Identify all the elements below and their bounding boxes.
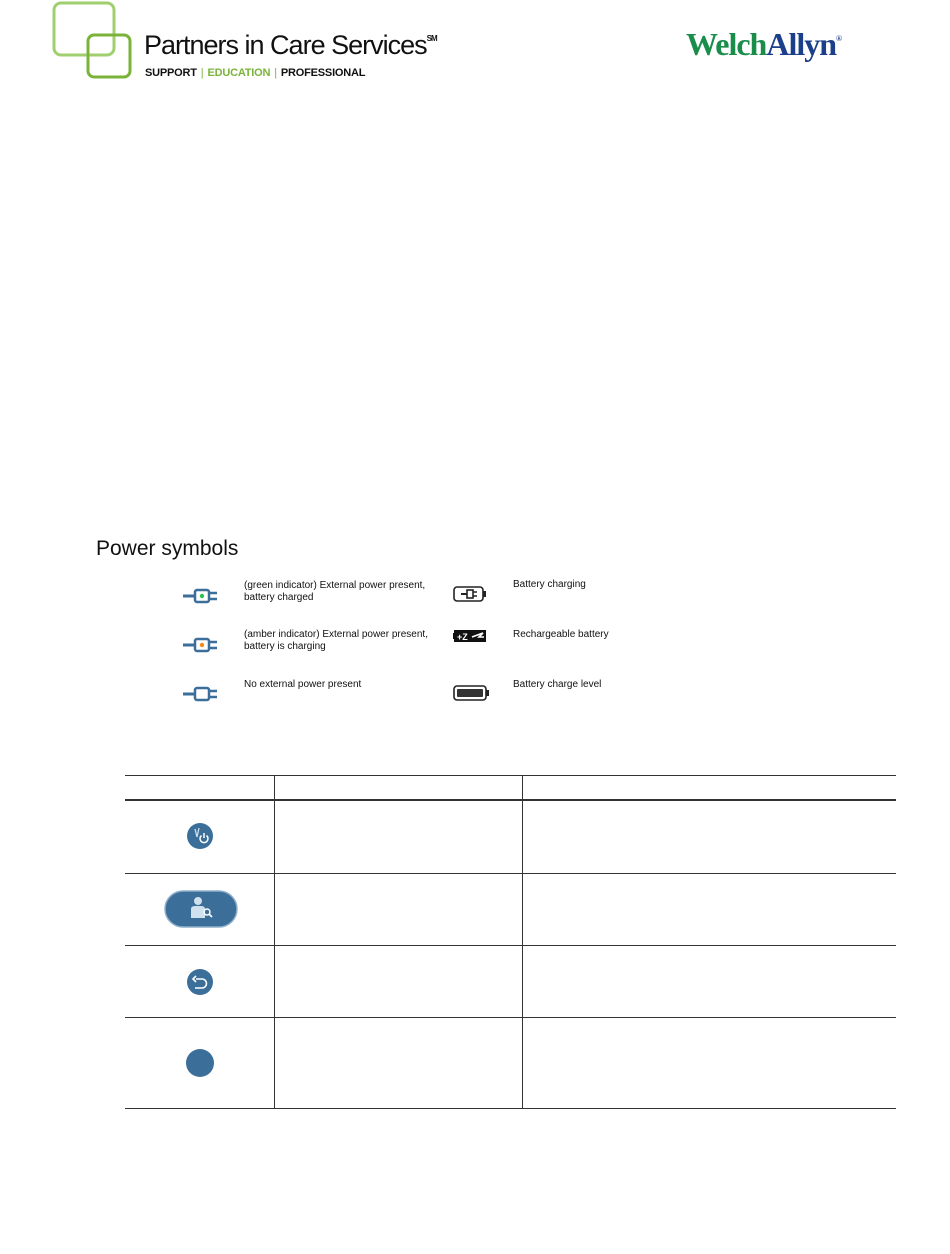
brand-title-text: Partners in Care Services xyxy=(144,30,427,60)
logo-allyn: Allyn xyxy=(766,26,837,62)
power-symbol-text: (amber indicator) External power present, battery is charging xyxy=(244,629,428,652)
subtitle-support: SUPPORT xyxy=(145,67,197,79)
subtitle-education: EDUCATION xyxy=(207,67,271,79)
table-row-rule xyxy=(125,873,896,874)
table-header-rule xyxy=(125,799,896,801)
table-row-rule xyxy=(125,1017,896,1018)
service-mark: SM xyxy=(426,34,437,43)
blank-round-button-icon xyxy=(185,1048,215,1078)
table-bottom-rule xyxy=(125,1108,896,1109)
plug-no-indicator-icon xyxy=(183,686,219,702)
brand-subtitle xyxy=(145,67,365,79)
rechargeable-battery-icon xyxy=(453,628,489,644)
subtitle-separator: | xyxy=(274,67,277,79)
battery-charging-icon xyxy=(453,585,489,603)
subtitle-separator: | xyxy=(200,67,204,79)
power-symbol-text: Rechargeable battery xyxy=(513,629,609,640)
table-top-rule xyxy=(125,775,896,776)
plug-green-indicator-icon xyxy=(183,588,219,604)
partners-logo-squares-icon xyxy=(50,0,140,82)
section-title: Power symbols xyxy=(96,537,239,560)
brand-title xyxy=(144,30,437,61)
table-column-rule xyxy=(522,775,523,1109)
plug-amber-indicator-icon xyxy=(183,637,219,653)
power-symbol-text: Battery charging xyxy=(513,579,586,590)
table-column-rule xyxy=(274,775,275,1109)
table-row-rule xyxy=(125,945,896,946)
battery-charge-level-icon xyxy=(453,684,491,702)
power-symbol-text: Battery charge level xyxy=(513,679,602,690)
logo-welch: Welch xyxy=(686,26,767,62)
welch-allyn-logo xyxy=(686,26,841,63)
svg-text:+Z: +Z xyxy=(457,632,468,642)
patient-search-button-icon xyxy=(164,890,238,928)
logo-registered-mark: ® xyxy=(836,34,841,43)
power-standby-button-icon xyxy=(186,822,214,850)
power-symbol-text: (green indicator) External power present, battery charged xyxy=(244,580,426,603)
power-symbol-text: No external power present xyxy=(244,679,362,690)
subtitle-professional: PROFESSIONAL xyxy=(280,67,366,79)
back-return-button-icon xyxy=(186,968,214,996)
